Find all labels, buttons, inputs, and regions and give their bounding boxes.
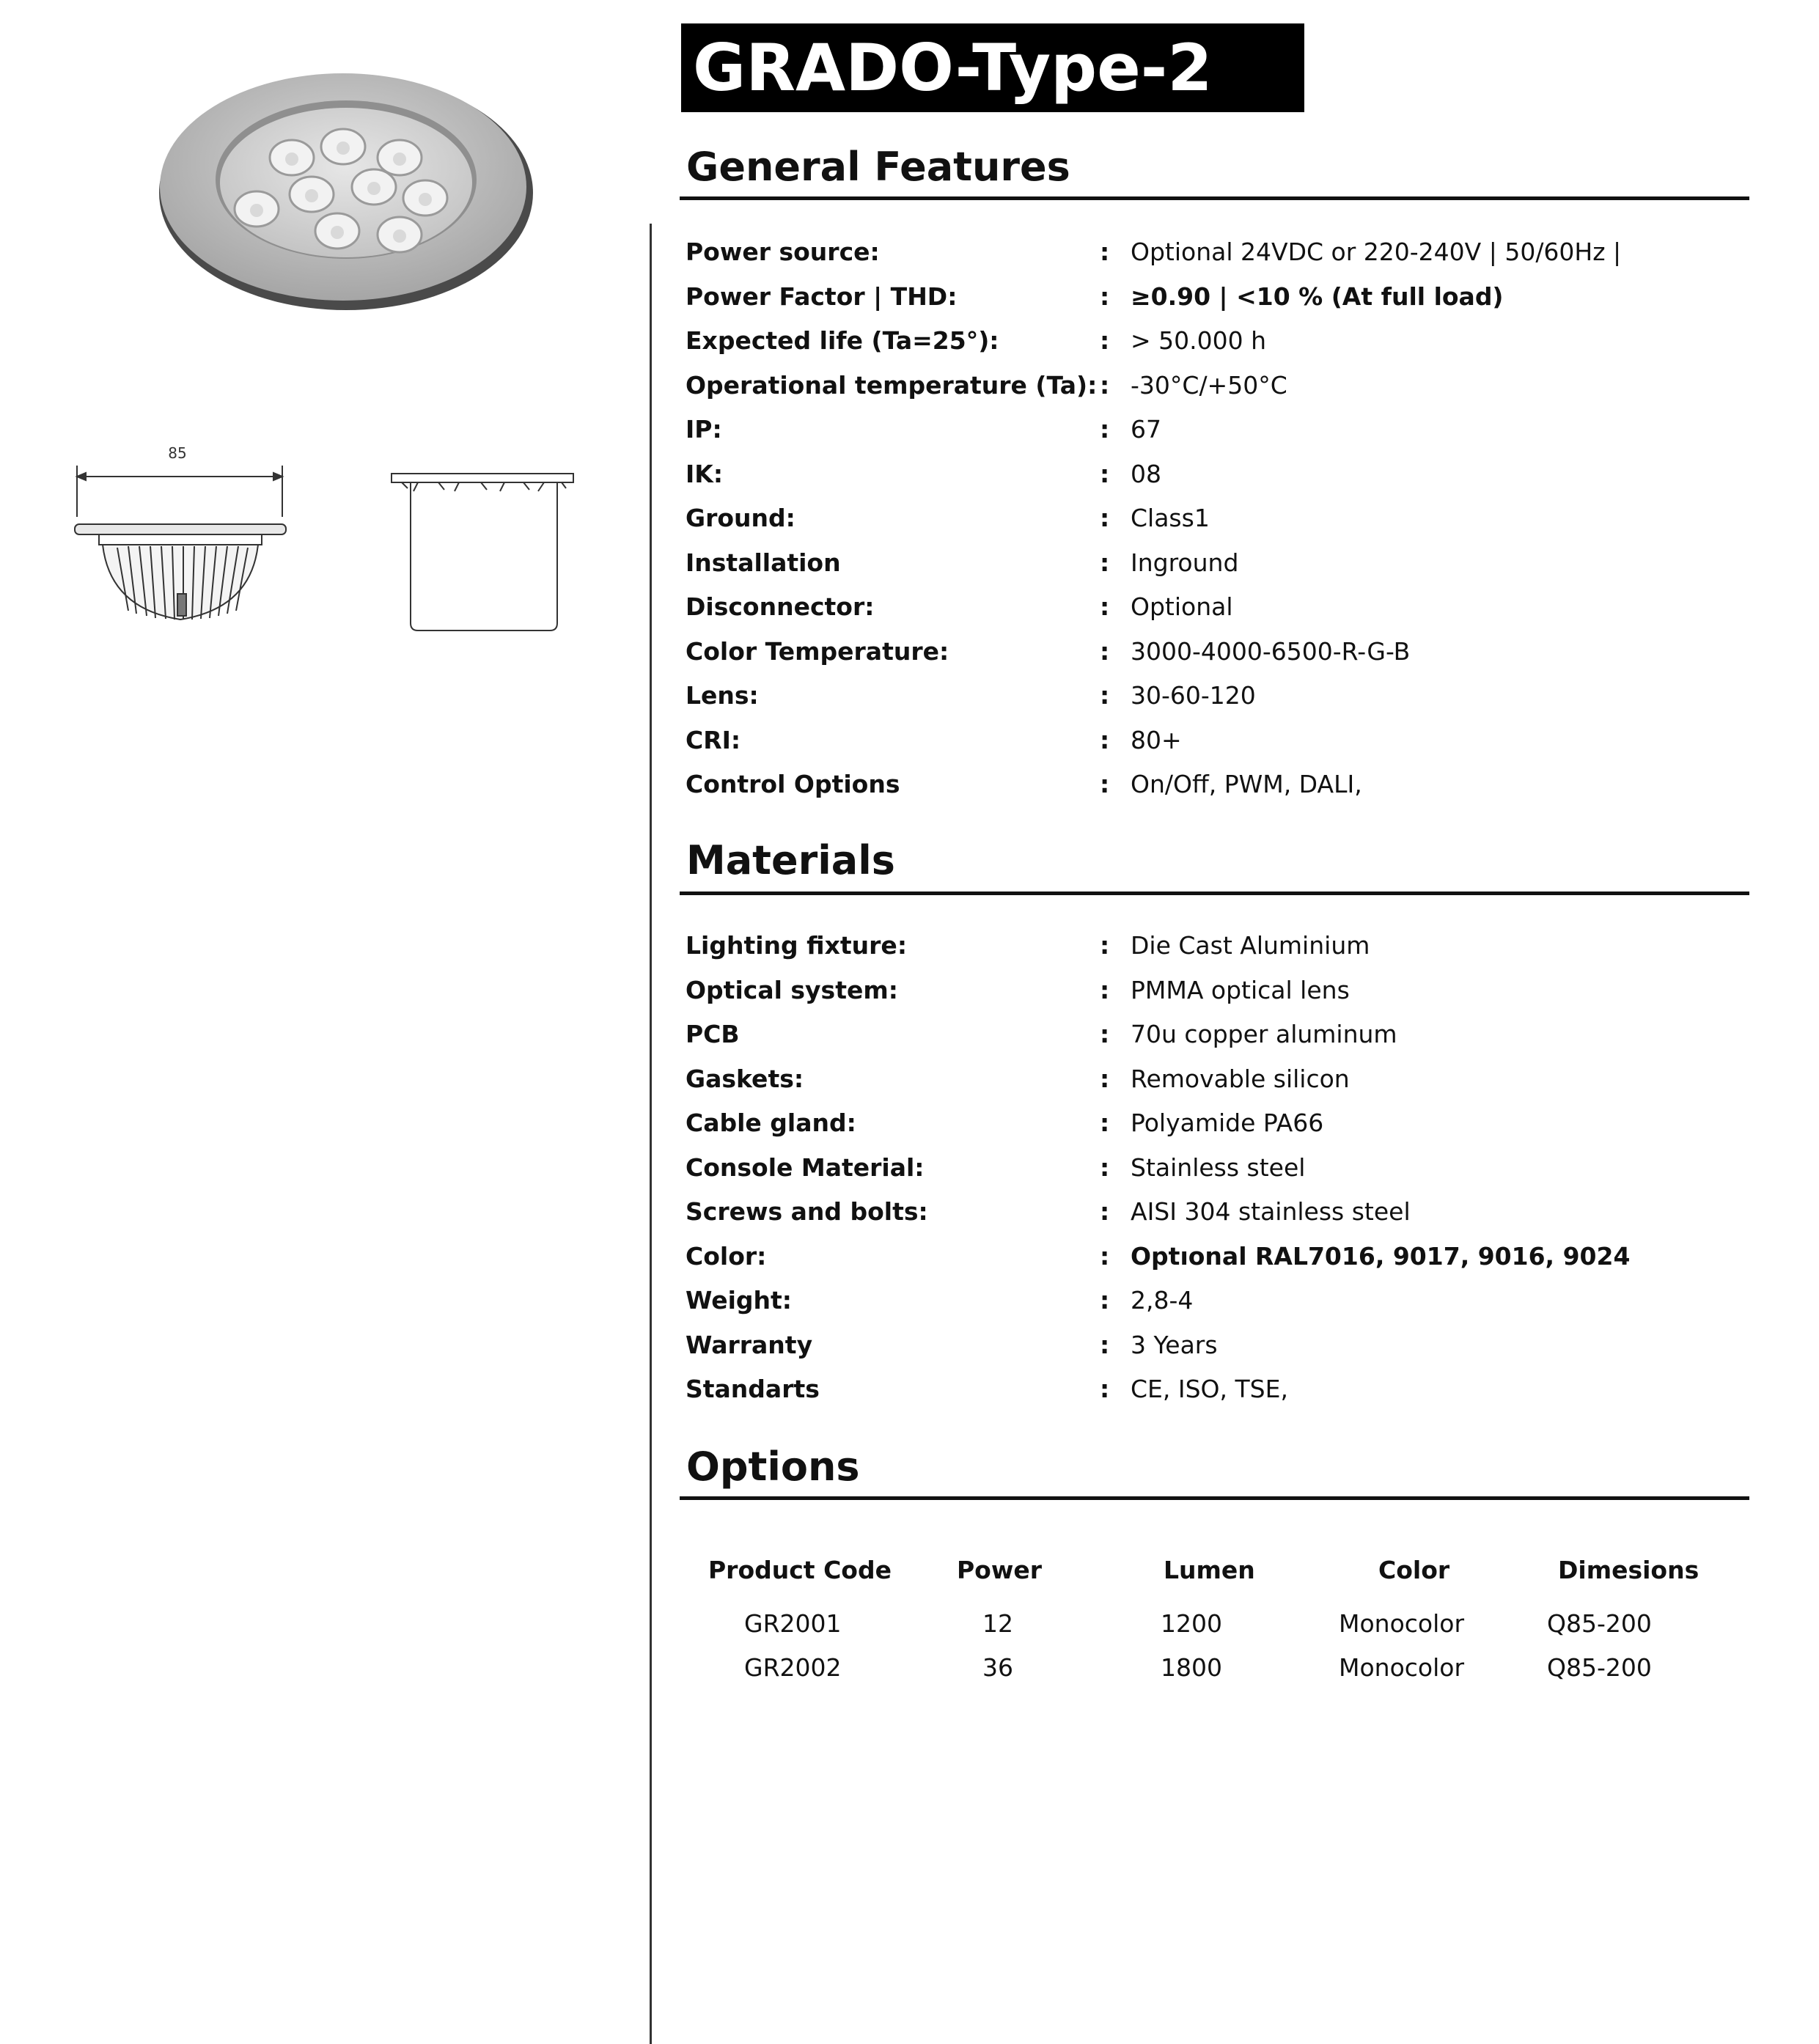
table-cell: Q85-200 [1547,1653,1652,1682]
spec-value: 80+ [1131,725,1182,754]
spec-row [0,282,1819,326]
spec-label: Optical system: [686,975,898,1004]
column-header-power: Power [957,1556,1042,1584]
column-header-lumen: Lumen [1164,1556,1255,1584]
spec-row [0,371,1819,415]
section-rule [680,892,1749,895]
spec-value: Class1 [1131,504,1210,532]
section-title-materials: Materials [686,837,895,883]
spec-value: 3 Years [1131,1330,1218,1359]
spec-colon: : [1100,548,1110,577]
spec-colon: : [1100,326,1110,355]
spec-value: PMMA optical lens [1131,975,1350,1004]
spec-row [0,681,1819,725]
spec-colon: : [1100,931,1110,960]
spec-label: Lens: [686,681,759,710]
spec-value: Die Cast Aluminium [1131,931,1370,960]
spec-value: 3000-4000-6500-R-G-B [1131,636,1411,666]
section-rule [680,196,1749,200]
spec-value: Stainless steel [1131,1152,1306,1182]
table-cell: 12 [982,1609,1013,1638]
spec-row [0,1153,1819,1197]
spec-colon: : [1100,1020,1110,1048]
spec-row [0,460,1819,504]
spec-value: Optional [1131,592,1233,621]
column-header-product-code: Product Code [708,1556,892,1584]
spec-value: CE, ISO, TSE, [1131,1375,1288,1403]
spec-colon: : [1100,681,1110,710]
product-title: GRADO-Type-2 [681,23,1304,112]
spec-row [0,931,1819,975]
table-cell: Q85-200 [1547,1609,1652,1638]
table-cell: GR2001 [744,1609,842,1638]
table-cell: GR2002 [744,1653,842,1682]
table-cell: 36 [982,1653,1013,1682]
spec-label: Standarts [686,1375,820,1403]
spec-value: Optional 24VDC or 220-240V | 50/60Hz | [1131,238,1622,266]
table-cell: Monocolor [1339,1609,1465,1638]
spec-label: Installation [686,548,841,577]
spec-value: On/Off, PWM, DALI, [1131,770,1362,798]
spec-row [0,770,1819,814]
spec-label: Disconnector: [686,592,875,621]
spec-label: Lighting fixture: [686,931,908,960]
spec-label: CRI: [686,725,741,754]
spec-label: Weight: [686,1286,793,1315]
spec-label: Power Factor | THD: [686,282,958,311]
spec-row [0,415,1819,459]
spec-value: Removable silicon [1131,1064,1350,1093]
spec-label: Screws and bolts: [686,1197,928,1226]
spec-label: Gaskets: [686,1064,804,1093]
section-title-options: Options [686,1444,860,1490]
spec-value: 08 [1131,459,1161,488]
dimension-label: 85 [168,444,187,462]
spec-label: Expected life (Ta=25°): [686,326,999,355]
spec-row [0,1109,1819,1152]
table-cell: 1200 [1161,1609,1222,1638]
spec-colon: : [1100,1286,1110,1315]
spec-label: Power source: [686,238,880,266]
spec-row [0,1331,1819,1375]
spec-colon: : [1100,1330,1110,1359]
spec-row [0,238,1819,282]
spec-colon: : [1100,592,1110,621]
spec-row [0,548,1819,592]
spec-colon: : [1100,636,1110,666]
spec-value: 30-60-120 [1131,681,1256,710]
spec-label: Cable gland: [686,1109,856,1137]
spec-value: 67 [1131,415,1161,444]
spec-value: Inground [1131,548,1239,577]
column-header-dimensions: Dimesions [1558,1556,1699,1584]
spec-value: > 50.000 h [1131,326,1267,355]
spec-value: 2,8-4 [1131,1286,1194,1315]
section-rule [680,1496,1749,1500]
spec-row [0,976,1819,1020]
spec-label: Operational temperature (Ta): [686,370,1098,400]
spec-colon: : [1100,770,1110,798]
spec-row [0,1242,1819,1286]
spec-colon: : [1100,282,1110,311]
section-title-general-features: General Features [686,144,1070,190]
spec-row [0,592,1819,636]
spec-label: Console Material: [686,1152,925,1182]
spec-colon: : [1100,725,1110,754]
spec-label: Color Temperature: [686,636,949,666]
spec-row [0,1197,1819,1241]
spec-label: IK: [686,459,724,488]
spec-label: PCB [686,1020,740,1048]
spec-row [0,1375,1819,1419]
spec-label: Ground: [686,504,795,532]
spec-value: AISI 304 stainless steel [1131,1197,1411,1226]
spec-colon: : [1100,459,1110,488]
spec-value: 70u copper aluminum [1131,1020,1397,1048]
spec-colon: : [1100,1109,1110,1137]
spec-value: ≥0.90 | <10 % (At full load) [1131,282,1504,311]
spec-row [0,1020,1819,1064]
spec-row [0,1065,1819,1109]
spec-colon: : [1100,1375,1110,1403]
spec-colon: : [1100,1064,1110,1093]
spec-label: IP: [686,415,722,444]
spec-colon: : [1100,1152,1110,1182]
spec-row [0,637,1819,681]
spec-colon: : [1100,370,1110,400]
spec-colon: : [1100,504,1110,532]
column-header-color: Color [1378,1556,1450,1584]
spec-label: Color: [686,1241,767,1271]
table-cell: Monocolor [1339,1653,1465,1682]
spec-row [0,504,1819,548]
spec-colon: : [1100,975,1110,1004]
spec-value: Optıonal RAL7016, 9017, 9016, 9024 [1131,1241,1631,1271]
spec-value: -30°C/+50°C [1131,370,1287,400]
spec-row [0,1286,1819,1330]
spec-colon: : [1100,238,1110,266]
table-cell: 1800 [1161,1653,1222,1682]
spec-row [0,726,1819,770]
spec-label: Warranty [686,1330,813,1359]
spec-colon: : [1100,1197,1110,1226]
spec-colon: : [1100,1241,1110,1271]
spec-row [0,326,1819,370]
spec-label: Control Options [686,770,900,798]
spec-colon: : [1100,415,1110,444]
spec-value: Polyamide PA66 [1131,1109,1324,1137]
